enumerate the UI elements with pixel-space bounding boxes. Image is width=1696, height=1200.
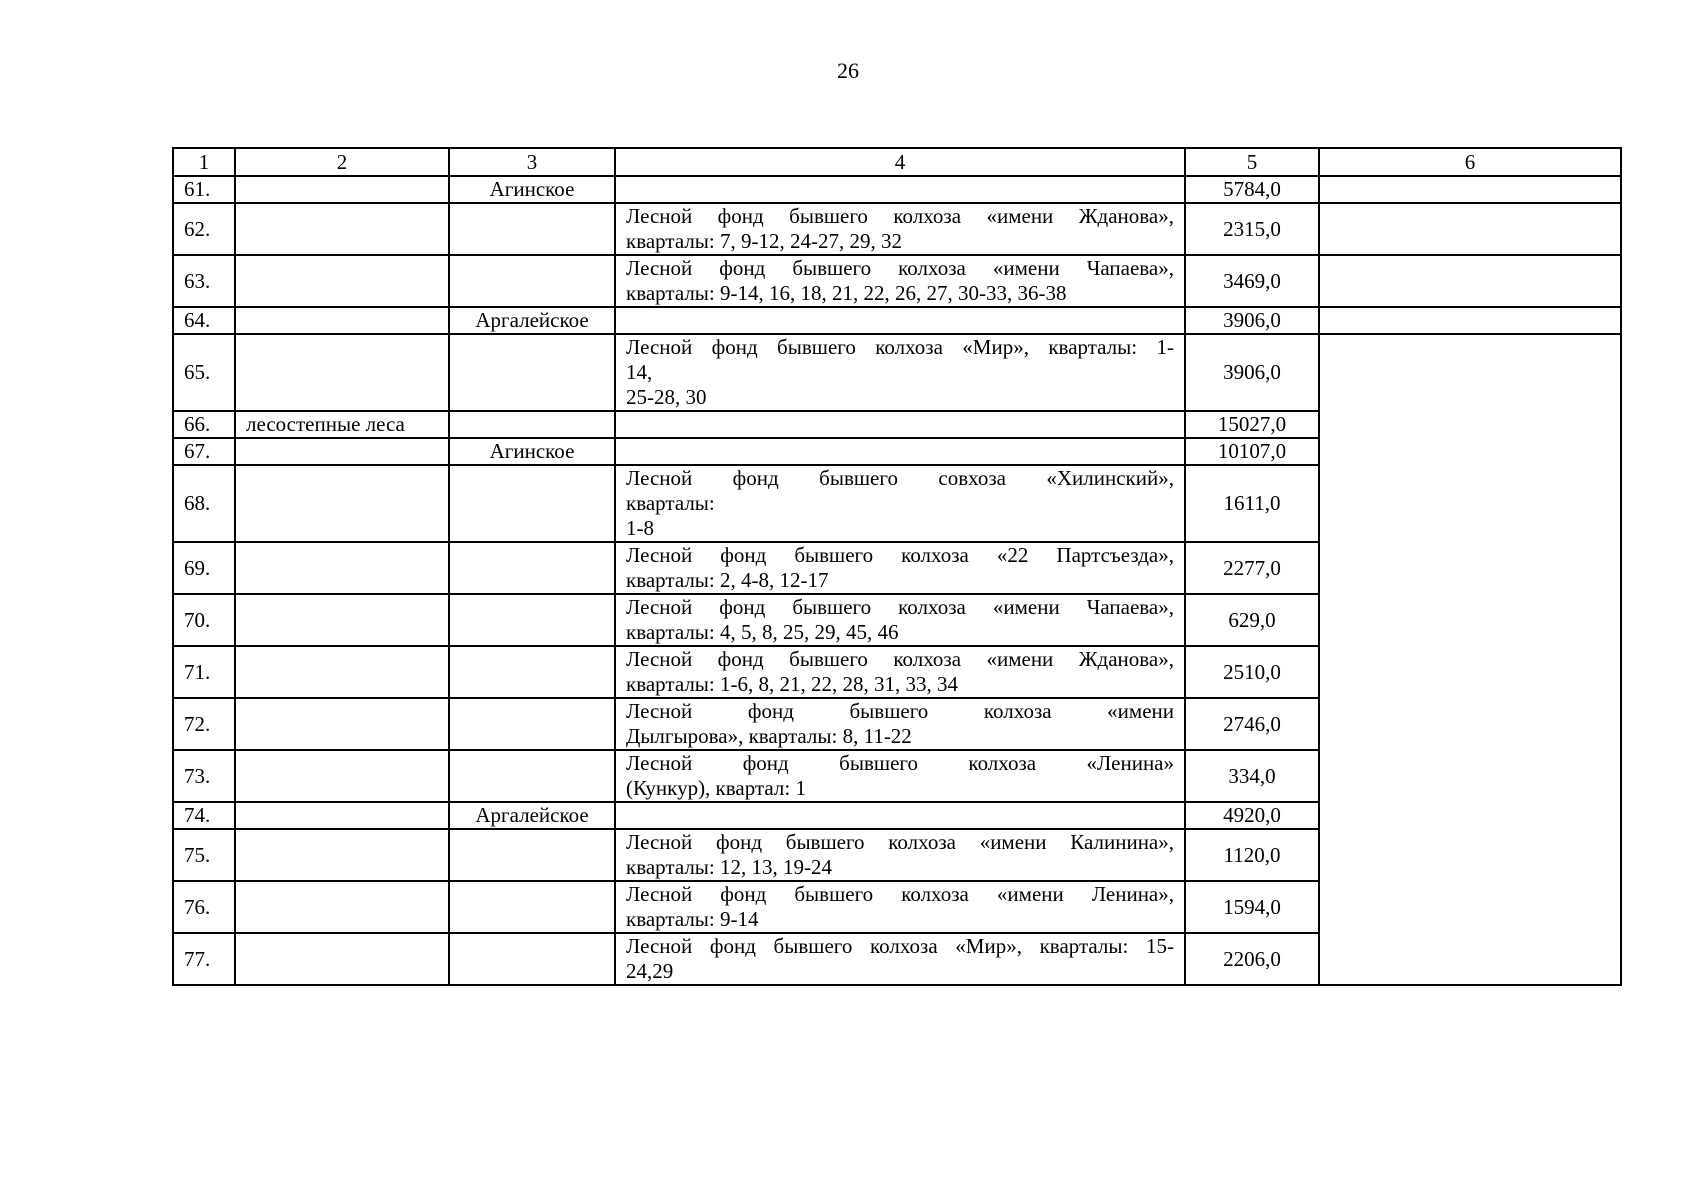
row-number-cell: 74. bbox=[173, 802, 235, 829]
district-cell bbox=[449, 465, 615, 542]
row-number-cell: 70. bbox=[173, 594, 235, 646]
description-cell bbox=[615, 933, 1185, 985]
forest-type-cell bbox=[235, 307, 449, 334]
district-cell bbox=[449, 255, 615, 307]
description-cell bbox=[615, 542, 1185, 594]
description-line: Лесной фонд бывшего колхоза «имени bbox=[626, 699, 1174, 723]
forest-type-cell bbox=[235, 255, 449, 307]
description-line: 1-8 bbox=[626, 516, 654, 540]
header-row bbox=[173, 148, 1621, 176]
area-cell: 2315,0 bbox=[1185, 203, 1319, 255]
table-row bbox=[173, 203, 1621, 255]
district-cell bbox=[449, 334, 615, 411]
forest-type-cell bbox=[235, 465, 449, 542]
district-cell bbox=[449, 542, 615, 594]
column-header: 6 bbox=[1319, 148, 1621, 176]
description-line: Лесной фонд бывшего колхоза «имени Чапаева», bbox=[626, 595, 1174, 619]
row-number-cell: 62. bbox=[173, 203, 235, 255]
description-line: кварталы: bbox=[626, 491, 715, 515]
row-number-cell: 73. bbox=[173, 750, 235, 802]
area-cell: 2746,0 bbox=[1185, 698, 1319, 750]
area-cell: 1120,0 bbox=[1185, 829, 1319, 881]
area-cell: 3469,0 bbox=[1185, 255, 1319, 307]
district-cell bbox=[449, 933, 615, 985]
area-cell: 1594,0 bbox=[1185, 881, 1319, 933]
forest-type-cell bbox=[235, 542, 449, 594]
row-number-cell: 77. bbox=[173, 933, 235, 985]
description-cell bbox=[615, 802, 1185, 829]
table-row bbox=[173, 307, 1621, 334]
description-line: Лесной фонд бывшего колхоза «имени Жданова», bbox=[626, 204, 1174, 228]
table-row bbox=[173, 176, 1621, 203]
description-line: кварталы: 12, 13, 19-24 bbox=[626, 855, 832, 879]
description-line: кварталы: 9-14 bbox=[626, 907, 759, 931]
description-cell bbox=[615, 307, 1185, 334]
description-cell bbox=[615, 438, 1185, 465]
column-header: 3 bbox=[449, 148, 615, 176]
row-number-cell: 63. bbox=[173, 255, 235, 307]
description-line: Лесной фонд бывшего колхоза «Мир», кварталы: 15- bbox=[626, 934, 1174, 958]
column-header: 1 bbox=[173, 148, 235, 176]
description-line: Лесной фонд бывшего колхоза «22 Партсъезда», bbox=[626, 543, 1174, 567]
row-number-cell: 66. bbox=[173, 411, 235, 438]
forest-type-cell bbox=[235, 334, 449, 411]
description-cell bbox=[615, 829, 1185, 881]
description-cell bbox=[615, 465, 1185, 542]
area-cell: 334,0 bbox=[1185, 750, 1319, 802]
forest-type-cell bbox=[235, 829, 449, 881]
row-number-cell: 76. bbox=[173, 881, 235, 933]
column-header: 2 bbox=[235, 148, 449, 176]
description-cell bbox=[615, 646, 1185, 698]
district-cell: Аргалейское bbox=[449, 802, 615, 829]
description-line: Лесной фонд бывшего колхоза «Мир», кварталы: 1- bbox=[626, 335, 1174, 359]
district-cell bbox=[449, 203, 615, 255]
note-cell bbox=[1319, 255, 1621, 307]
description-line: кварталы: 2, 4-8, 12-17 bbox=[626, 568, 829, 592]
description-line: кварталы: 4, 5, 8, 25, 29, 45, 46 bbox=[626, 620, 899, 644]
area-cell: 2277,0 bbox=[1185, 542, 1319, 594]
district-cell bbox=[449, 646, 615, 698]
description-line: (Кункур), квартал: 1 bbox=[626, 776, 806, 800]
description-line: Лесной фонд бывшего колхоза «Ленина» bbox=[626, 751, 1174, 775]
forest-type-cell bbox=[235, 881, 449, 933]
note-cell bbox=[1319, 176, 1621, 203]
description-line: 25-28, 30 bbox=[626, 385, 707, 409]
area-cell: 10107,0 bbox=[1185, 438, 1319, 465]
area-cell: 2206,0 bbox=[1185, 933, 1319, 985]
table-body bbox=[173, 176, 1621, 985]
row-number-cell: 71. bbox=[173, 646, 235, 698]
description-line: Лесной фонд бывшего совхоза «Хилинский», bbox=[626, 466, 1174, 490]
forest-type-cell: лесостепные леса bbox=[235, 411, 449, 438]
area-cell: 3906,0 bbox=[1185, 307, 1319, 334]
description-line: кварталы: 1-6, 8, 21, 22, 28, 31, 33, 34 bbox=[626, 672, 958, 696]
district-cell: Аргалейское bbox=[449, 307, 615, 334]
forest-type-cell bbox=[235, 438, 449, 465]
description-cell bbox=[615, 255, 1185, 307]
table-row bbox=[173, 255, 1621, 307]
description-cell bbox=[615, 750, 1185, 802]
forest-type-cell bbox=[235, 802, 449, 829]
description-line: Лесной фонд бывшего колхоза «имени Чапаева», bbox=[626, 256, 1174, 280]
description-cell bbox=[615, 334, 1185, 411]
description-cell bbox=[615, 698, 1185, 750]
district-cell bbox=[449, 750, 615, 802]
row-number-cell: 64. bbox=[173, 307, 235, 334]
district-cell bbox=[449, 698, 615, 750]
row-number-cell: 69. bbox=[173, 542, 235, 594]
forest-type-cell bbox=[235, 176, 449, 203]
district-cell bbox=[449, 411, 615, 438]
row-number-cell: 67. bbox=[173, 438, 235, 465]
description-cell bbox=[615, 881, 1185, 933]
description-cell bbox=[615, 594, 1185, 646]
district-cell bbox=[449, 829, 615, 881]
area-cell: 5784,0 bbox=[1185, 176, 1319, 203]
page-number: 26 bbox=[837, 58, 859, 83]
description-cell bbox=[615, 176, 1185, 203]
description-line: 24,29 bbox=[626, 959, 674, 983]
description-line: Лесной фонд бывшего колхоза «имени Жданова», bbox=[626, 647, 1174, 671]
column-header: 5 bbox=[1185, 148, 1319, 176]
forest-type-cell bbox=[235, 750, 449, 802]
row-number-cell: 65. bbox=[173, 334, 235, 411]
row-number-cell: 68. bbox=[173, 465, 235, 542]
area-cell: 629,0 bbox=[1185, 594, 1319, 646]
area-cell: 15027,0 bbox=[1185, 411, 1319, 438]
row-number-cell: 61. bbox=[173, 176, 235, 203]
forest-type-cell bbox=[235, 203, 449, 255]
description-line: кварталы: 9-14, 16, 18, 21, 22, 26, 27, 30-33, 36-38 bbox=[626, 281, 1067, 305]
area-cell: 4920,0 bbox=[1185, 802, 1319, 829]
description-line: Лесной фонд бывшего колхоза «имени Калинина», bbox=[626, 830, 1174, 854]
district-cell: Агинское bbox=[449, 438, 615, 465]
table-row bbox=[173, 334, 1621, 411]
forest-type-cell bbox=[235, 594, 449, 646]
column-header: 4 bbox=[615, 148, 1185, 176]
forest-type-cell bbox=[235, 646, 449, 698]
description-cell bbox=[615, 411, 1185, 438]
district-cell bbox=[449, 594, 615, 646]
note-cell bbox=[1319, 203, 1621, 255]
forest-fund-table bbox=[172, 147, 1622, 986]
row-number-cell: 72. bbox=[173, 698, 235, 750]
forest-type-cell bbox=[235, 933, 449, 985]
area-cell: 2510,0 bbox=[1185, 646, 1319, 698]
description-cell bbox=[615, 203, 1185, 255]
district-cell: Агинское bbox=[449, 176, 615, 203]
note-cell bbox=[1319, 307, 1621, 334]
row-number-cell: 75. bbox=[173, 829, 235, 881]
description-line: 14, bbox=[626, 360, 653, 384]
description-line: Дылгырова», кварталы: 8, 11-22 bbox=[626, 724, 912, 748]
area-cell: 1611,0 bbox=[1185, 465, 1319, 542]
note-cell bbox=[1319, 334, 1621, 985]
description-line: кварталы: 7, 9-12, 24-27, 29, 32 bbox=[626, 229, 902, 253]
area-cell: 3906,0 bbox=[1185, 334, 1319, 411]
description-line: Лесной фонд бывшего колхоза «имени Ленина», bbox=[626, 882, 1174, 906]
forest-type-cell bbox=[235, 698, 449, 750]
district-cell bbox=[449, 881, 615, 933]
